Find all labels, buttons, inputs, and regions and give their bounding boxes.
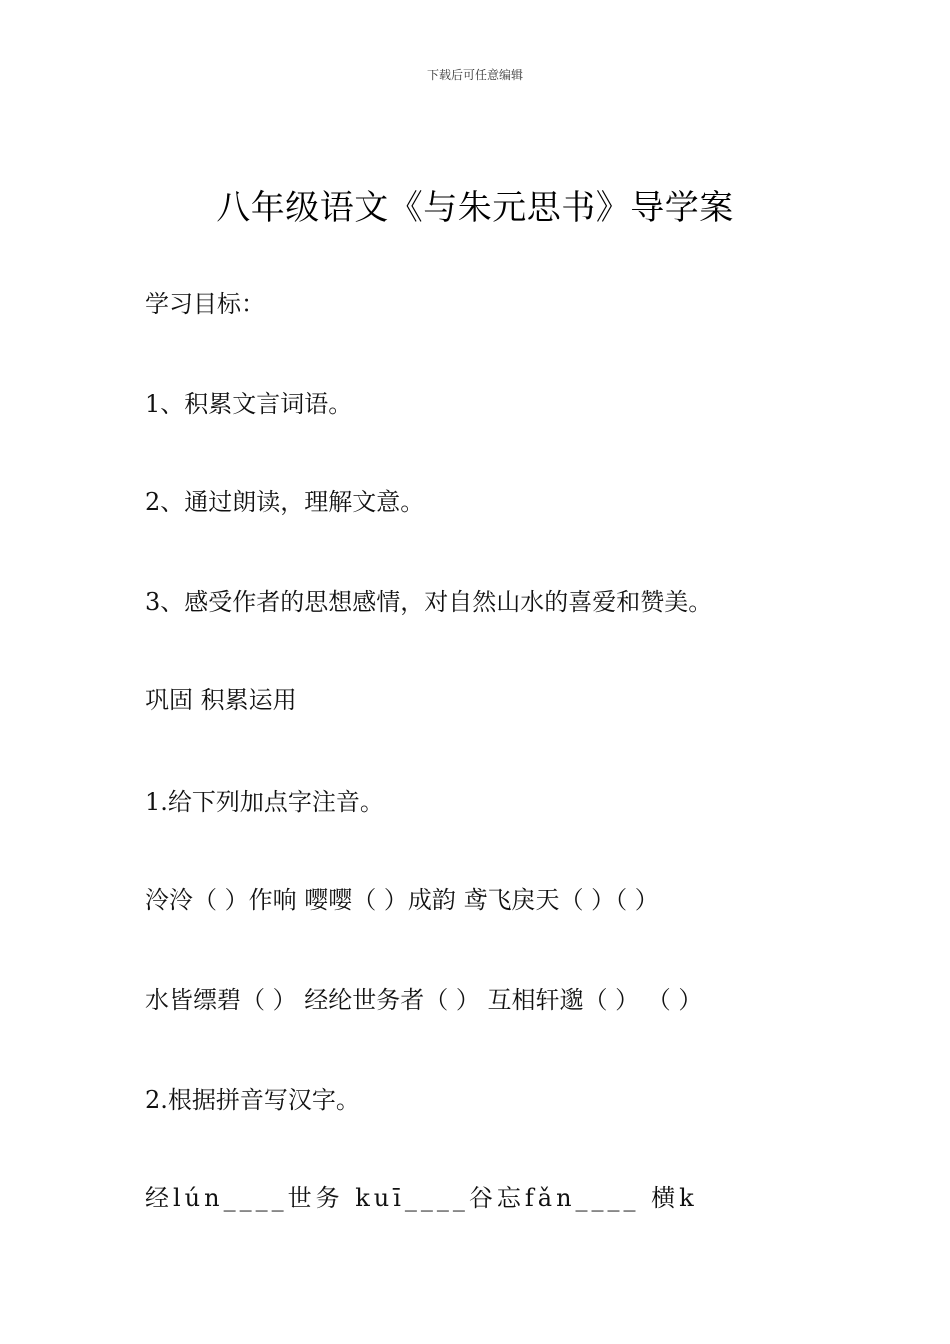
goal-item-1: 1、积累文言词语。 [145, 390, 353, 418]
exercise-2-prompt: 2.根据拼音写汉字。 [145, 1086, 360, 1114]
document-title: 八年级语文《与朱元思书》导学案 [216, 188, 734, 228]
section-heading-practice: 巩固 积累运用 [145, 686, 297, 714]
goal-item-3: 3、感受作者的思想感情，对自然山水的喜爱和赞美。 [145, 588, 713, 616]
exercise-2-items-row-1: 经lún____世务 kuī____谷忘fǎn____ 横k [145, 1184, 698, 1212]
exercise-1-items-row-2: 水皆缥碧（ ） 经纶世务者（ ） 互相轩邈（ ） （ ） [145, 986, 703, 1014]
exercise-1-items-row-1: 泠泠（ ）作响 嘤嘤（ ）成韵 鸢飞戾天（ ）（ ） [145, 886, 659, 914]
learning-goals-heading: 学习目标： [145, 290, 265, 318]
exercise-1-prompt: 1.给下列加点字注音。 [145, 788, 384, 816]
goal-item-2: 2、通过朗读，理解文意。 [145, 488, 425, 516]
page-header-note: 下载后可任意编辑 [426, 68, 523, 82]
